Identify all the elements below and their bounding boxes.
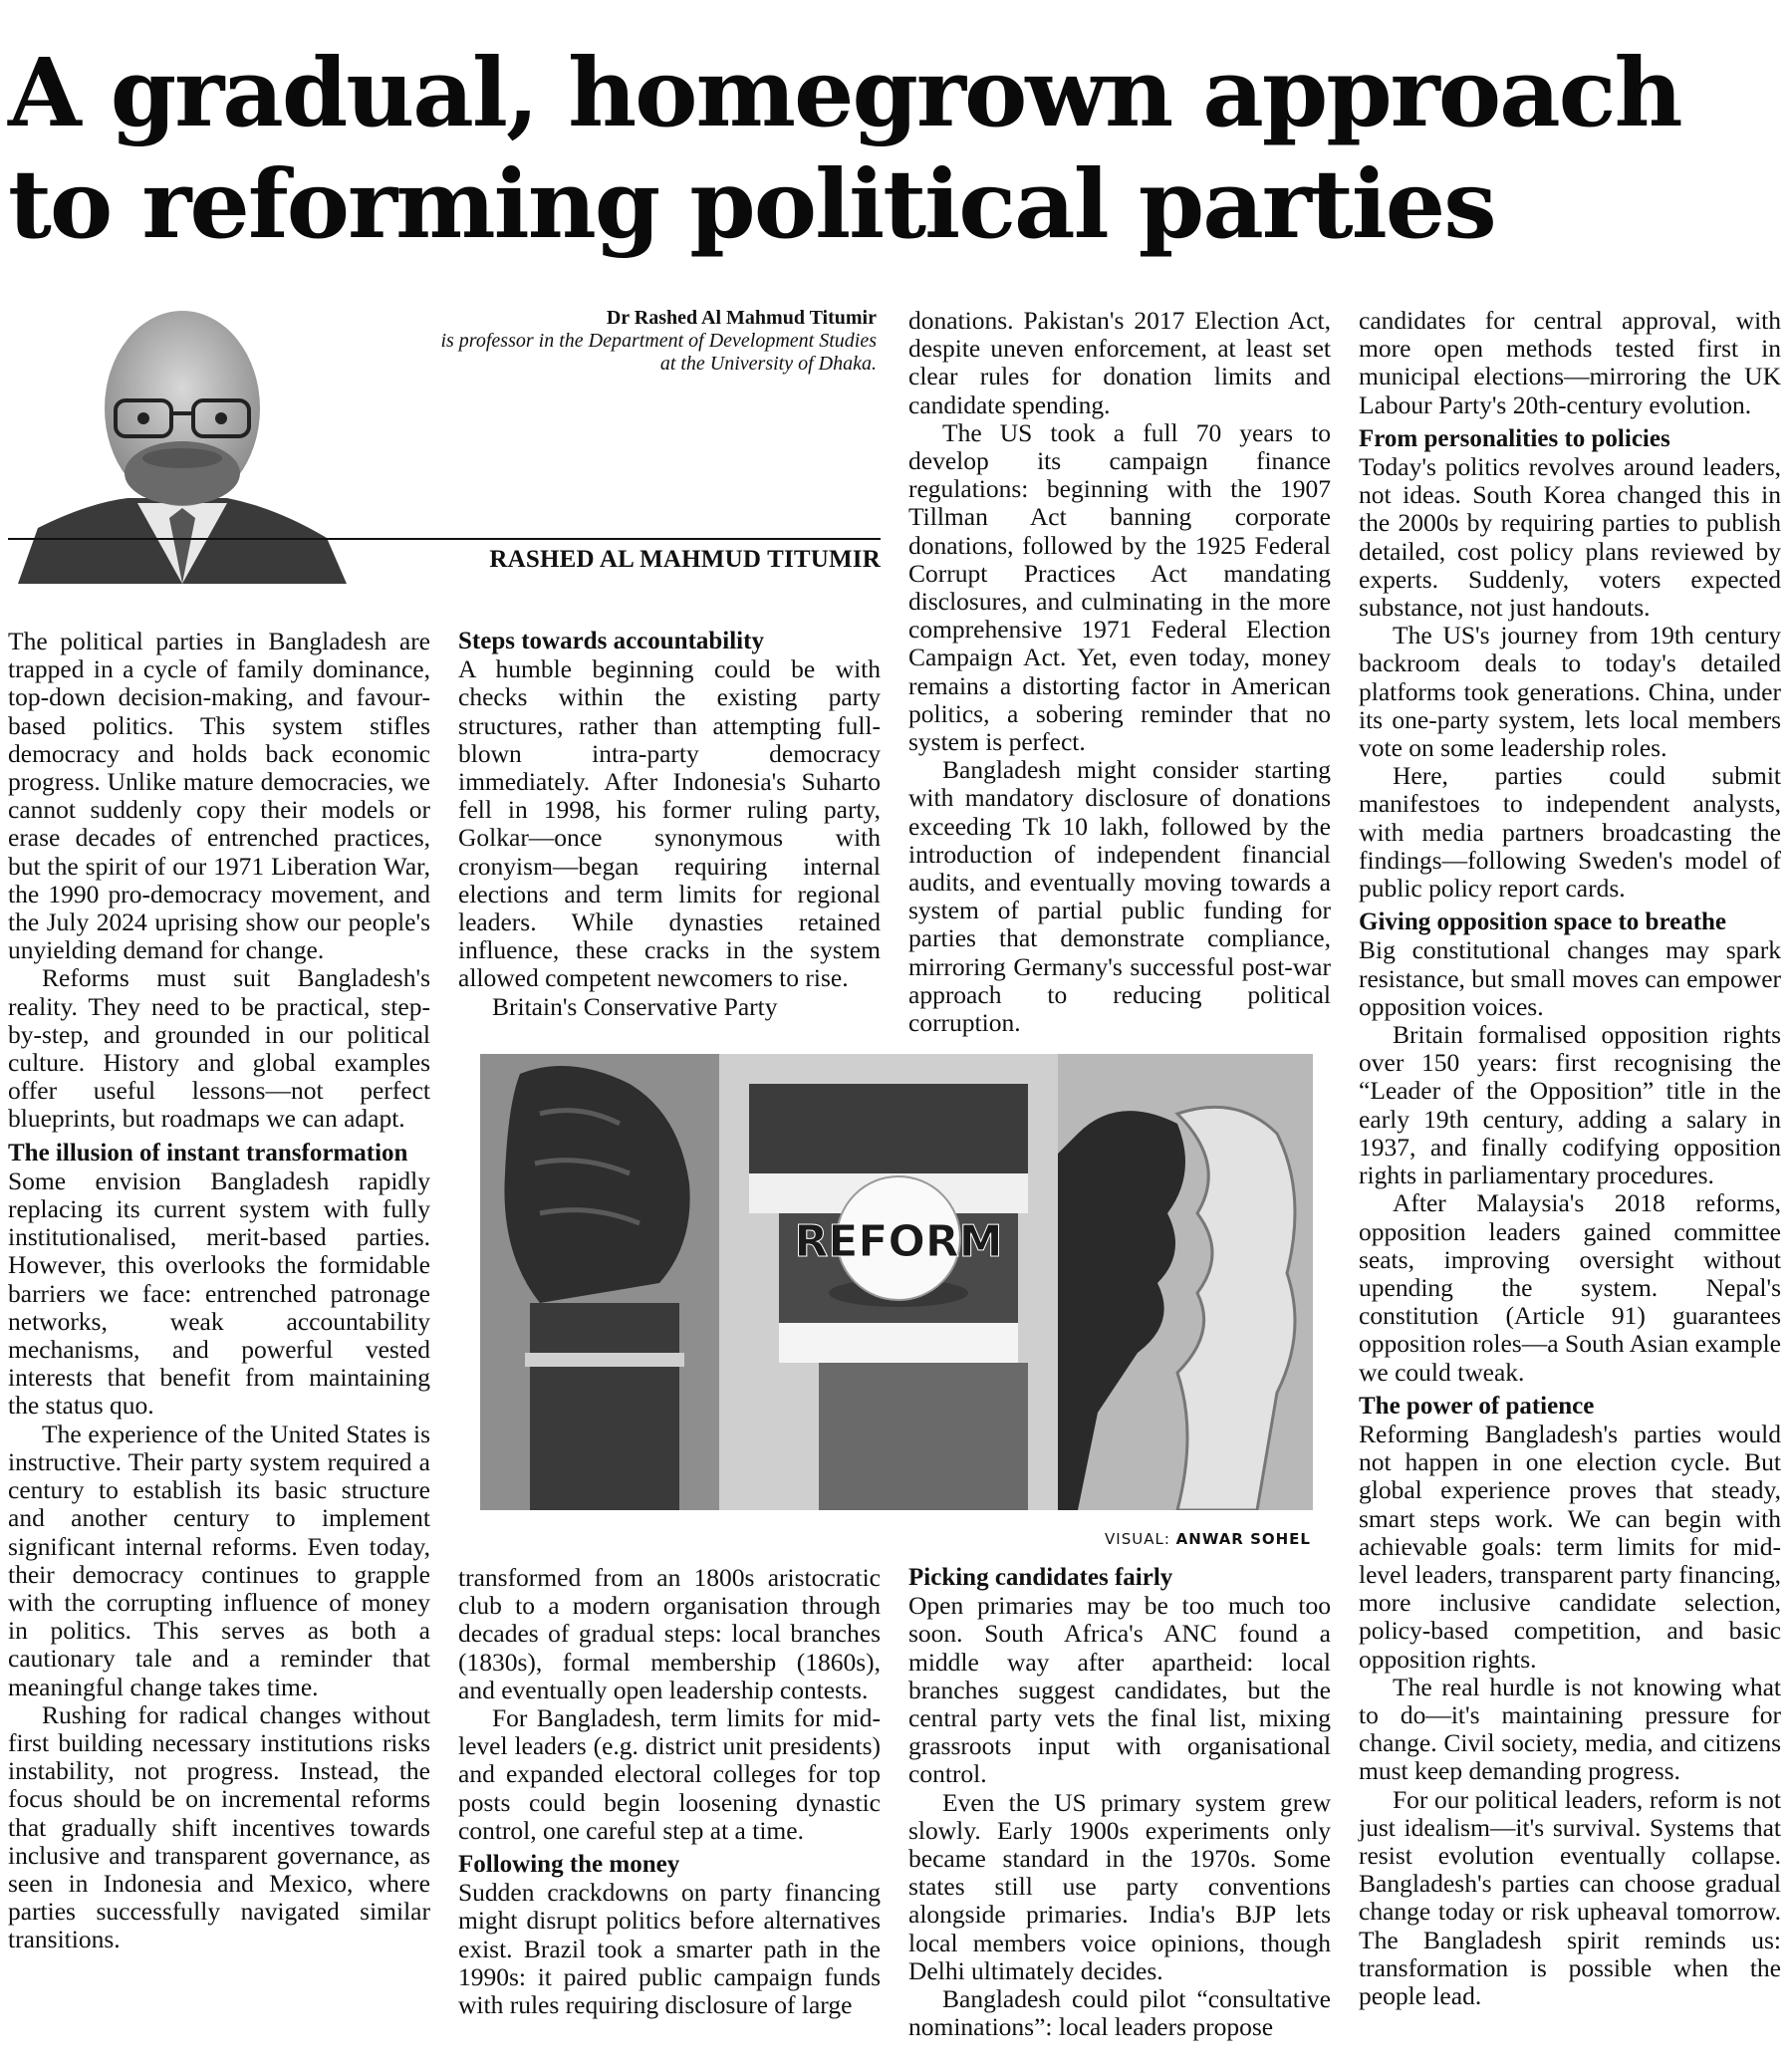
credit-label: VISUAL:: [1105, 1530, 1170, 1548]
column-2-top: [458, 628, 881, 1021]
subheading: Picking candidates fairly: [908, 1564, 1173, 1591]
paragraph: Here, parties could submit manifestoes to independent analysts, with media partners broadcasting the findings—following Sweden's model of public policy report cards.: [1359, 761, 1781, 904]
author-name-caps: RASHED AL MAHMUD TITUMIR: [489, 546, 881, 573]
paragraph: Rushing for radical changes without first building necessary institutions risks instability, not progress. Instead, the focus should be on incremental reforms that gradually shift incentives towards inclusive and transparent governance, as seen in Indonesia and Mexico, where parties successfully navigated similar transitions.: [8, 1699, 430, 1954]
paragraph: candidates for central approval, with more open methods tested first in municipal elections—mirroring the UK Labour Party's 20th-century evolution.: [1359, 306, 1781, 419]
paragraph: Britain's Conservative Party: [492, 991, 778, 1021]
paragraph: Bangladesh could pilot “consultative nominations”: local leaders propose: [908, 1984, 1331, 2042]
paragraph: Reforms must suit Bangladesh's reality. They need to be practical, step-by-step, and grounded in our political culture. History and global examples offer useful lessons—not perfect blueprints, but roadmaps we can adapt.: [8, 963, 430, 1134]
author-description-line-2: at the University of Dhaka.: [659, 353, 877, 375]
paragraph: The political parties in Bangladesh are trapped in a cycle of family dominance, top-down decision-making, and favour-based politics. This system stifles democracy and holds back economic progress. Unlike mature democracies, we cannot suddenly copy their models or erase decades of entrenched practices, but the spirit of our 1971 Liberation War, the 1990 pro-democracy movement, and the July 2024 uprising show our people's unyielding demand for change.: [8, 627, 430, 965]
paragraph: Big constitutional changes may spark resistance, but small moves can empower opposition voices.: [1359, 935, 1781, 1021]
paragraph: The US's journey from 19th century backroom deals to today's detailed platforms took generations. China, under its one-party system, lets local members vote on some leadership roles.: [1359, 621, 1781, 763]
paragraph: Britain formalised opposition rights over 150 years: first recognising the “Leader of the Opposition” title in the early 19th century, adding a salary in 1937, and finally codifying opposition rights in parliamentary procedures.: [1359, 1020, 1781, 1190]
paragraph: Open primaries may be too much too soon. South Africa's ANC found a middle way after apartheid: local branches suggest candidates, but the central party vets the final list, mixing grassroots input with organisational control.: [908, 1591, 1331, 1789]
subheading: Steps towards accountability: [458, 628, 764, 654]
column-4: [1359, 307, 1781, 2010]
paragraph: Reforming Bangladesh's parties would not happen in one election cycle. But global experience proves that steady, smart steps work. We can begin with achievable goals: term limits for mid-level leaders, transparent party financing, more inclusive candidate selection, policy-based competition, and basic opposition rights.: [1359, 1419, 1781, 1674]
paragraph: The real hurdle is not knowing what to do—it's maintaining pressure for change. Civil society, media, and citizens must keep demanding progress.: [1359, 1672, 1781, 1786]
subheading: The power of patience: [1359, 1392, 1595, 1420]
author-description-line-1: is professor in the Department of Development Studies: [440, 330, 877, 352]
column-2-bottom: [458, 1564, 881, 2019]
subheading: Following the money: [458, 1851, 680, 1879]
reform-illustration: [480, 1054, 1313, 1510]
illustration-word: REFORM: [794, 1216, 1003, 1267]
paragraph: The experience of the United States is instructive. Their party system required a century to establish its basic structure and another century to implement significant internal reforms. Even today, their democracy continues to grapple with the corrupting influence of money in politics. This serves as both a cautionary tale and a reminder that meaningful change takes time.: [8, 1419, 430, 1701]
author-name-small: Dr Rashed Al Mahmud Titumir: [606, 307, 877, 329]
paragraph: A humble beginning could be with checks within the existing party structures, rather than attempting full-blown intra-party democracy immediately. After Indonesia's Suharto fell in 1998, his former ruling party, Golkar—once synonymous with cronyism—began requiring internal elections and term limits for regional leaders. While dynasties retained influence, these cracks in the system allowed competent newcomers to rise.: [458, 654, 881, 993]
illustration-credit: [996, 1530, 1311, 1548]
paragraph: After Malaysia's 2018 reforms, opposition leaders gained committee seats, improving oversight without upending the system. Nepal's constitution (Article 91) guarantees opposition roles—a South Asian example we could tweak.: [1359, 1188, 1781, 1387]
paragraph: donations. Pakistan's 2017 Election Act, despite uneven enforcement, at least set clear rules for donation limits and candidate spending.: [908, 306, 1331, 419]
paragraph: For our political leaders, reform is not just idealism—it's survival. Systems that resist evolution eventually collapse. Bangladesh's parties can choose gradual change today or risk upheaval tomorrow. The Bangladesh spirit reminds us: transformation is possible when the people lead.: [1359, 1784, 1781, 2010]
headline: A gradual, homegrown approach to reforming political parties: [8, 38, 1681, 260]
subheading: The illusion of instant transformation: [8, 1139, 408, 1166]
author-byline: [359, 307, 877, 376]
author-divider: [8, 538, 881, 540]
paragraph: transformed from an 1800s aristocratic club to a modern organisation through decades of gradual steps: local branches (1830s), formal membership (1860s), and eventually open leadership contests.: [458, 1563, 881, 1704]
paragraph: Some envision Bangladesh rapidly replacing its current system with fully institutionalised, merit-based parties. However, this overlooks the formidable barriers we face: entrenched patronage networks, weak accountability mechanisms, and powerful vested interests that benefit from maintaining the status quo.: [8, 1165, 430, 1421]
paragraph: Sudden crackdowns on party financing might disrupt politics before alternatives exist. Brazil took a smarter path in the 1990s: it paired public campaign funds with rules requiring disclosure of large: [458, 1878, 881, 2020]
column-1: [8, 628, 430, 1954]
subheading: Giving opposition space to breathe: [1359, 908, 1727, 936]
paragraph: Today's politics revolves around leaders, not ideas. South Korea changed this in the 2000s by requiring parties to publish detailed, cost policy plans reviewed by experts. Suddenly, voters expected substance, not just handouts.: [1359, 452, 1781, 623]
credit-name: ANWAR SOHEL: [1175, 1530, 1311, 1548]
paragraph: Bangladesh might consider starting with mandatory disclosure of donations exceeding Tk 10 lakh, followed by the introduction of independent financial audits, and eventually moving towards a system of partial public funding for parties that demonstrate compliance, mirroring Germany's successful post-war approach to reducing political corruption.: [908, 755, 1331, 1038]
author-photo: [8, 299, 347, 584]
paragraph: The US took a full 70 years to develop its campaign finance regulations: beginning with the 1907 Tillman Act banning corporate donations, followed by the 1925 Federal Corrupt Practices Act mandating disclosures, and culminating in the more comprehensive 1971 Federal Election Campaign Act. Yet, even today, money remains a distorting factor in American politics, a sobering reminder that no system is perfect.: [908, 417, 1331, 757]
paragraph: Even the US primary system grew slowly. Early 1900s experiments only became standard in the 1970s. Some states still use party conventions alongside primaries. India's BJP lets local members voice opinions, though Delhi ultimately decides.: [908, 1787, 1331, 1985]
paragraph: For Bangladesh, term limits for mid-level leaders (e.g. district unit presidents) and expanded electoral colleges for top posts could begin loosening dynastic control, one careful step at a time.: [458, 1703, 881, 1845]
subheading: From personalities to policies: [1359, 424, 1670, 452]
column-3-bottom: [908, 1564, 1331, 2041]
column-3-top: [908, 307, 1331, 1037]
